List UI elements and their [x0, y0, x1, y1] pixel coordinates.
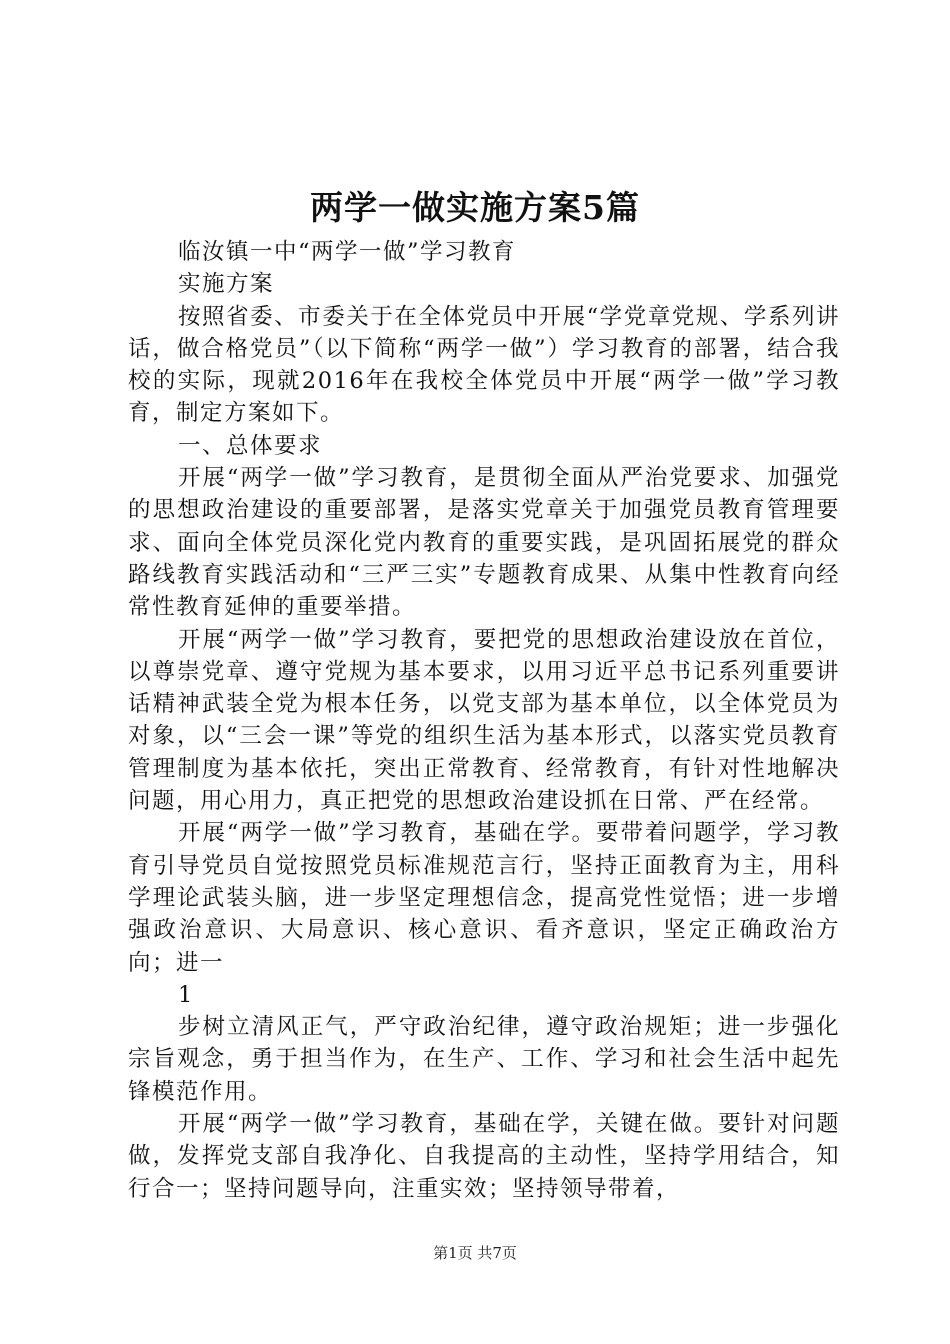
paragraph-school-heading: 临汝镇一中“两学一做”学习教育 [178, 239, 517, 265]
section-heading-general-requirements: 一、总体要求 [178, 432, 323, 459]
paragraph-body: 开展“两学一做”学习教育，基础在学。要带着问题学，学习教育引导党员自觉按照党员标准规范言行，坚持正面教育为主，用科学理论武装头脑，进一步坚定理想信念，提高党性觉悟；进一步增强政治意识、大局意识、核心意识、看齐意识，坚定正确政治方向；进一 [128, 820, 840, 976]
paragraph-intro: 按照省委、市委关于在全体党员中开展“学党章党规、学系列讲话，做合格党员”（以下简称“两学一做”）学习教育的部署，结合我校的实际，现就2016年在我校全体党员中开展“两学一做”学习教育，制定方案如下。 [128, 303, 840, 427]
paragraph-body: 开展“两学一做”学习教育，基础在学，关键在做。要针对问题做，发挥党支部自我净化、自我提高的主动性，坚持学用结合，知行合一；坚持问题导向，注重实效；坚持领导带着， [128, 1111, 840, 1202]
document-title: 两学一做实施方案5篇 [310, 188, 640, 227]
document-body [128, 236, 840, 1205]
paragraph-body: 开展“两学一做”学习教育，要把党的思想政治建设放在首位，以尊崇党章、遵守党规为基本要求，以用习近平总书记系列重要讲话精神武装全党为根本任务，以党支部为基本单位，以全体党员为对象，以“三会一课”等党的组织生活为基本形式，以落实党员教育管理制度为基本依托，突出正常教育、经常教育，有针对性地解决问题，用心用力，真正把党的思想政治建设抓在日常、严在经常。 [128, 626, 840, 815]
paragraph-plan-heading: 实施方案 [178, 271, 275, 298]
page-footer: 第1页 共7页 [433, 1244, 517, 1262]
inline-page-number: 1 [178, 981, 193, 1008]
paragraph-body: 开展“两学一做”学习教育，是贯彻全面从严治党要求、加强党的思想政治建设的重要部署，是落实党章关于加强党员教育管理要求、面向全体党员深化党内教育的重要实践，是巩固拓展党的群众路线教育实践活动和“三严三实”专题教育成果、从集中性教育向经常性教育延伸的重要举措。 [128, 465, 840, 621]
paragraph-body: 步树立清风正气，严守政治纪律，遵守政治规矩；进一步强化宗旨观念，勇于担当作为，在生产、工作、学习和社会生活中起先锋模范作用。 [128, 1014, 840, 1105]
